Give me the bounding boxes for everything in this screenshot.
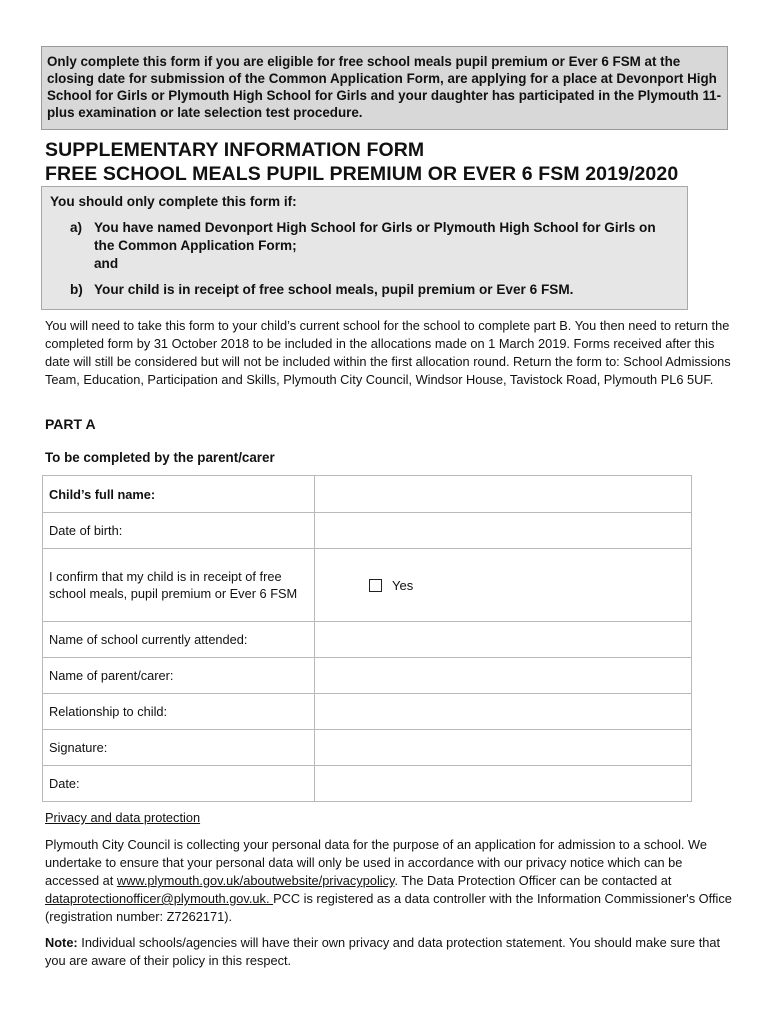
school-field[interactable] [315,622,692,658]
dob-label: Date of birth: [43,513,315,549]
eligibility-criteria-box [41,186,688,310]
confirm-fsm-cell [315,549,692,622]
part-a-subheading: To be completed by the parent/carer [45,450,275,465]
table-row [43,658,692,694]
table-row [43,549,692,622]
relationship-label: Relationship to child: [43,694,315,730]
table-row [43,622,692,658]
form-title-line-1: SUPPLEMENTARY INFORMATION FORM [45,139,425,161]
dpo-email-link[interactable]: dataprotectionofficer@plymouth.gov.uk. [45,891,274,906]
form-title-line-2: FREE SCHOOL MEALS PUPIL PREMIUM OR EVER 6 FSM 2019/2020 [45,163,679,185]
confirm-fsm-yes-label: Yes [392,578,414,594]
relationship-field[interactable] [315,694,692,730]
child-name-label: Child’s full name: [43,476,315,513]
criteria-a-text: You have named Devonport High School for Girls or Plymouth High School for Girls on the Common Application Form; [94,220,656,253]
table-row [43,694,692,730]
privacy-paragraph [45,836,735,926]
criteria-item-b [50,281,679,299]
privacy-text-start: Plymouth City Council is collecting your personal data for the purpose of an application for admission to a school. We undertake to ensure that your personal data will only be used in accordance with our privacy notice which can be accessed at [45,837,707,888]
school-label: Name of school currently attended: [43,622,315,658]
date-label: Date: [43,766,315,802]
confirm-fsm-label: I confirm that my child is in receipt of free school meals, pupil premium or Ever 6 FSM [43,549,315,622]
criteria-b-text: Your child is in receipt of free school meals, pupil premium or Ever 6 FSM. [94,282,574,297]
signature-label: Signature: [43,730,315,766]
parent-name-field[interactable] [315,658,692,694]
criteria-a-and: and [94,256,119,271]
criteria-b-marker: b) [70,282,83,297]
dob-field[interactable] [315,513,692,549]
criteria-intro: You should only complete this form if: [50,194,297,209]
privacy-heading: Privacy and data protection [45,810,201,825]
confirm-fsm-checkbox[interactable] [369,579,382,592]
eligibility-notice [41,46,728,130]
privacy-text-mid: . The Data Protection Officer can be contacted at [394,873,672,888]
table-row [43,730,692,766]
return-instructions: You will need to take this form to your child’s current school for the school to complete part B. You then need to return the completed form by 31 October 2018 to be included in the allocations made on 1 March 2019. Forms received after this date will still be considered but will not be included within the first allocation round. Return the form to: School Admissions Team, Education, Participation and Skills, Plymouth City Council, Windsor House, Tavistock Road, Plymouth PL6 5UF. [45,318,731,387]
part-a-heading: PART A [45,416,96,432]
child-name-field[interactable] [315,476,692,513]
note-label: Note: [45,935,78,950]
parent-name-label: Name of parent/carer: [43,658,315,694]
date-field[interactable] [315,766,692,802]
table-row [43,513,692,549]
parent-details-table [42,475,692,802]
eligibility-notice-text: Only complete this form if you are eligible for free school meals pupil premium or Ever 6 FSM at the closing date for submission of the Common Application Form, are applying for a place at Devonport High School for Girls or Plymouth High School for Girls and your daughter has participated in the Plymouth 11-plus examination or late selection test procedure. [47,54,722,120]
note-text: Individual schools/agencies will have their own privacy and data protection statement. You should make sure that you are aware of their policy in this respect. [45,935,721,968]
table-row [43,766,692,802]
criteria-a-marker: a) [70,220,83,235]
privacy-text-end: PCC is registered as a data controller with the Information Commissioner's Office (registration number: Z7262171). [45,891,732,924]
privacy-policy-link[interactable]: www.plymouth.gov.uk/aboutwebsite/privacypolicy [116,873,395,888]
criteria-item-a [50,219,679,273]
table-row [43,476,692,513]
form-title [45,138,745,186]
signature-field[interactable] [315,730,692,766]
privacy-note [45,934,735,970]
